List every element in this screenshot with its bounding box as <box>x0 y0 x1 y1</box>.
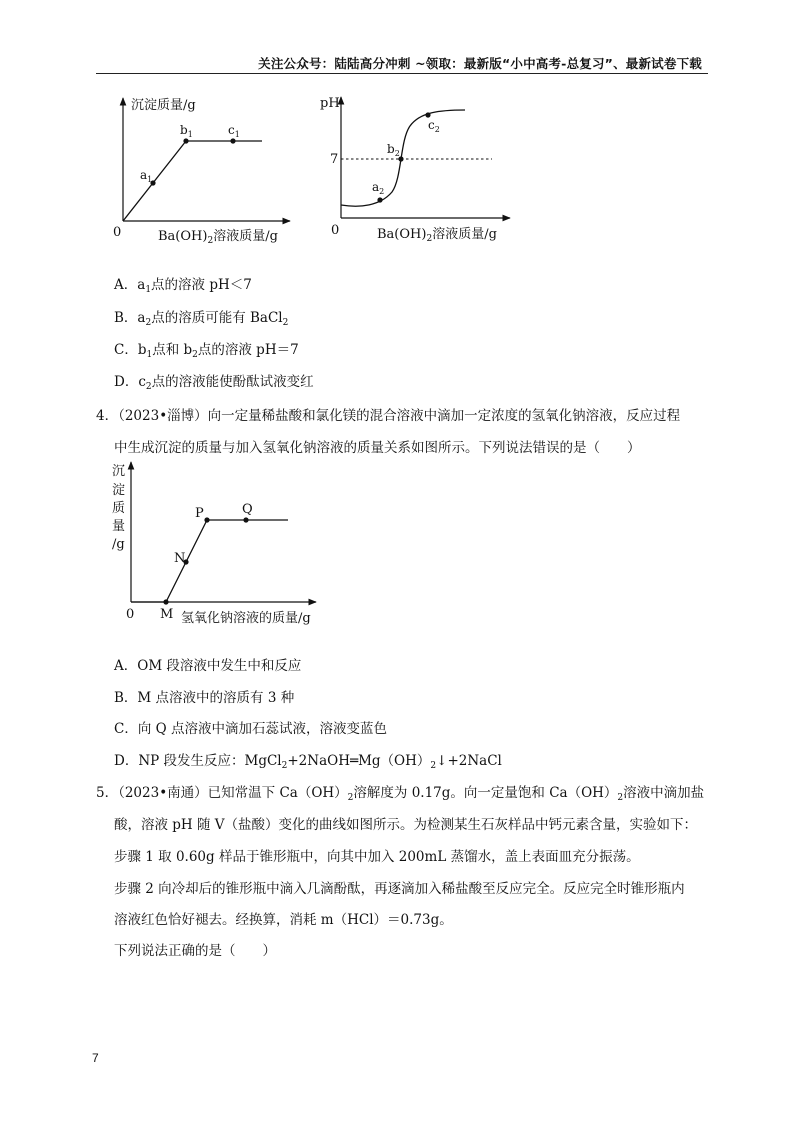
q5-stem-line3: 步骤 1 取 0.60g 样品于锥形瓶中，向其中加入 200mL 蒸馏水，盖上表面皿充分振荡。 <box>114 849 640 865</box>
y-axis-label-2: 淀 <box>112 483 126 498</box>
point-c2-label: $c_2$ <box>428 118 440 134</box>
q5-stem-line4: 步骤 2 向冷却后的锥形瓶中滴入几滴酚酞，再逐滴加入稀盐酸至反应完全。反应完全时锥形瓶内 <box>114 881 685 897</box>
point-b2-label: $b_2$ <box>387 142 400 158</box>
precipitate-line <box>131 520 288 602</box>
q5-stem-line1: 5．（2023•南通）已知常温下 $Ca(OH)_2$溶解度为 0.17g。向一定量饱和 $Ca(OH)_2$溶液中滴加盐 <box>96 785 705 803</box>
q3-option-c[interactable]: C．$b_1$点和 $b_2$点的溶液 pH＝7 <box>114 342 299 360</box>
x-axis-label: $Ba(OH)_2$溶液质量/g <box>158 229 278 246</box>
origin-label: 0 <box>113 225 122 240</box>
page-header: 关注公众号：陆陆高分冲刺 ~领取：最新版“小中高考-总复习”、最新试卷下载 <box>258 56 702 71</box>
q3-option-a[interactable]: A．$a_1$点的溶液 pH＜7 <box>114 277 252 295</box>
q4-option-b[interactable]: B．M 点溶液中的溶质有 3 种 <box>114 690 295 706</box>
precipitate-chart <box>113 97 290 246</box>
figure-q3-charts <box>0 80 800 250</box>
point-c1 <box>230 138 235 143</box>
origin-label: 0 <box>331 223 340 238</box>
point-q-label: Q <box>242 502 253 517</box>
point-a2-label: $a_2$ <box>372 180 385 196</box>
point-b1-label: $b_1$ <box>180 123 193 139</box>
header-rule <box>96 73 708 74</box>
x-axis-label: 氢氧化钠溶液的质量/g <box>181 611 311 626</box>
point-c2 <box>425 112 430 117</box>
y-axis-label: 沉淀质量/g <box>131 98 196 113</box>
q4-stem-line2: 中生成沉淀的质量与加入氢氧化钠溶液的质量关系如图所示。下列说法错误的是（ ） <box>114 440 641 456</box>
point-q <box>243 517 248 522</box>
q4-stem-line1: 4．（2023•淄博）向一定量稀盐酸和氯化镁的混合溶液中滴加一定浓度的氢氧化钠溶液，反应过程 <box>96 408 681 424</box>
point-p <box>204 517 209 522</box>
y-axis-label-3: 质 <box>112 501 126 516</box>
y-tick-7: 7 <box>330 152 339 167</box>
figure-q4-chart <box>0 455 800 635</box>
ph-chart <box>320 96 510 244</box>
q3-option-d[interactable]: D．$c_2$点的溶液能使酚酞试液变红 <box>114 374 314 392</box>
point-c1-label: $c_1$ <box>228 123 240 139</box>
q5-stem-line6: 下列说法正确的是（ ） <box>114 943 276 959</box>
page-number: 7 <box>92 1051 99 1065</box>
y-axis-label-5: /g <box>112 537 125 552</box>
point-m-label: M <box>160 607 174 622</box>
q4-option-a[interactable]: A．OM 段溶液中发生中和反应 <box>114 658 302 674</box>
y-axis-label-1: 沉 <box>112 464 126 479</box>
point-p-label: P <box>195 506 204 521</box>
point-b1 <box>183 138 188 143</box>
q3-option-b[interactable]: B．$a_2$点的溶质可能有 BaCl$_2$ <box>114 310 289 328</box>
q5-stem-line5: 溶液红色恰好褪去。经换算，消耗 m（HCl）＝0.73g。 <box>114 912 453 928</box>
point-m <box>163 599 168 604</box>
q4-option-d[interactable]: D．NP 段发生反应：$MgCl_2+2NaOH═Mg(OH)_2↓+2NaCl$ <box>114 753 502 771</box>
point-a2 <box>377 197 382 202</box>
point-n-label: N <box>174 551 186 566</box>
y-axis-label: pH <box>320 96 340 111</box>
point-a1-label: $a_1$ <box>140 168 153 184</box>
q5-stem-line2: 酸，溶液 pH 随 V（盐酸）变化的曲线如图所示。为检测某生石灰样品中钙元素含量，实验如下： <box>114 817 698 833</box>
origin-label: 0 <box>126 607 135 622</box>
y-axis-label-4: 量 <box>112 519 126 534</box>
x-axis-label: $Ba(OH)_2$溶液质量/g <box>377 227 497 244</box>
q4-option-c[interactable]: C．向 Q 点溶液中滴加石蕊试液，溶液变蓝色 <box>114 721 387 737</box>
